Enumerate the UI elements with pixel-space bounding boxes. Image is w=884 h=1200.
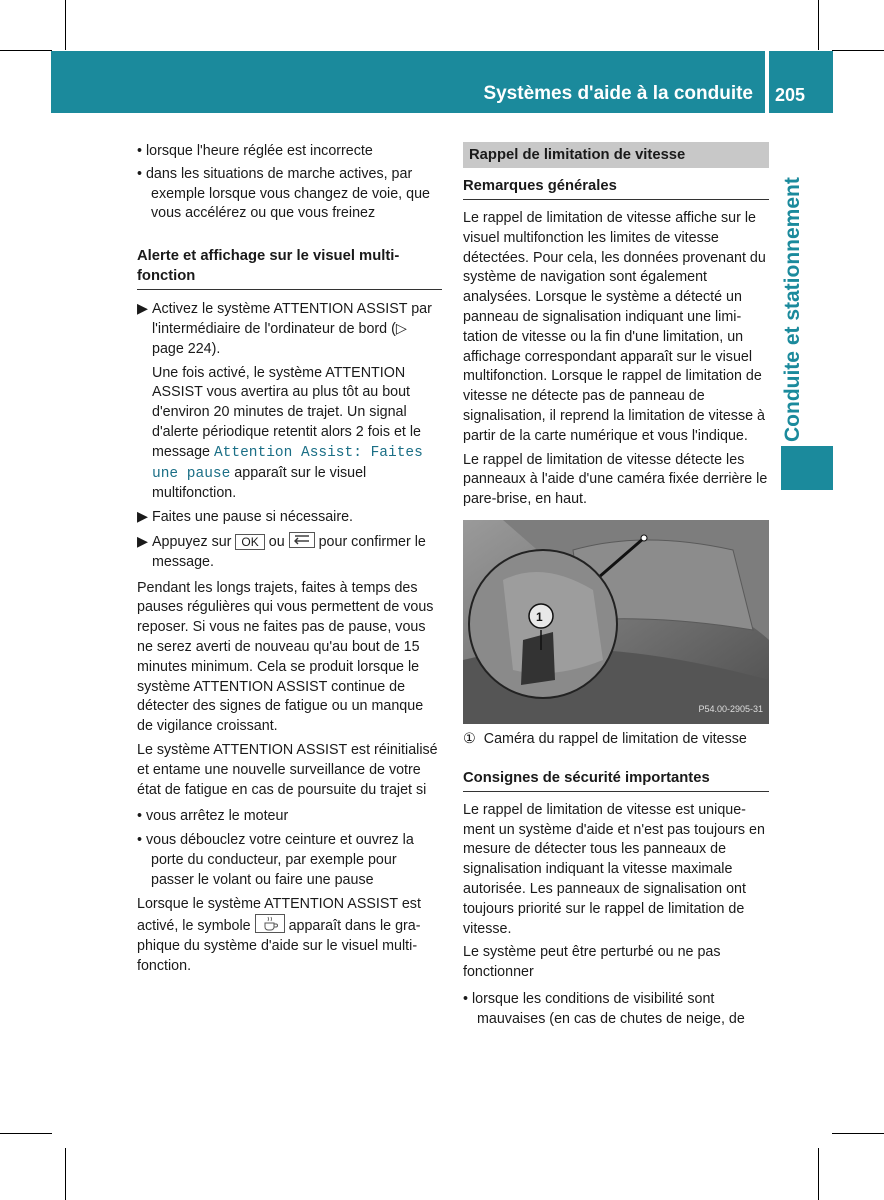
step-detail: Une fois activé, le système ATTENTION ASSIST vous avertira au plus tôt au bout d'environ 20 minutes de trajet. Un signal d'alerte périodique retentit alors 2 fois et le message Attention Assist: Faites une pause apparaît sur le visuel multifonction.	[152, 364, 423, 502]
instruction-step: ▶ Appuyez sur OK ou pour confirmer le message.	[137, 533, 426, 570]
ok-key: OK	[235, 534, 264, 550]
paragraph: Le rappel de limitation de vitesse détecte les panneaux à l'aide d'une caméra fixée derrière le pare-brise, en haut.	[463, 451, 768, 508]
crop-mark	[832, 1133, 884, 1134]
coffee-cup-icon	[255, 914, 285, 933]
instruction-step: ▶ Faites une pause si nécessaire.	[137, 509, 354, 526]
figure-caption: ① Caméra du rappel de limitation de vitesse	[463, 730, 747, 747]
crop-mark	[818, 0, 819, 50]
paragraph: Le système ATTENTION ASSIST est réinitialisé et entame une nouvelle surveillance de votre état de fatigue en cas de poursuite du trajet si	[137, 741, 438, 798]
page-number-box	[769, 51, 833, 113]
list-item: • dans les situations de marche actives, par exemple lorsque vous changez de voie, que vous accélérez ou que vous freinez	[137, 165, 430, 222]
crop-mark	[0, 50, 52, 51]
section-title: Rappel de limitation de vitesse	[463, 142, 769, 168]
left-column	[137, 142, 442, 977]
page-title: Systèmes d'aide à la conduite	[483, 83, 753, 104]
display-message: Attention Assist: Faites une pause	[152, 444, 423, 482]
instruction-step: ▶ Activez le système ATTENTION ASSIST par l'intermédiaire de l'ordinateur de bord (▷ page 224).	[137, 301, 432, 357]
subsection-heading: Consignes de sécurité importantes	[463, 768, 769, 792]
list-item: • lorsque les conditions de visibilité sont mauvaises (en cas de chutes de neige, de	[463, 990, 745, 1027]
subsection-heading: Remarques générales	[463, 176, 769, 200]
paragraph: Lorsque le système ATTENTION ASSIST est activé, le symbole apparaît dans le graphique du système d'aide sur le visuel multifonction.	[137, 895, 421, 974]
crop-mark	[65, 1148, 66, 1200]
crop-mark	[818, 1148, 819, 1200]
back-key-icon	[289, 532, 315, 548]
page-number: 205	[775, 85, 806, 105]
list-item: • vous arrêtez le moteur	[137, 808, 289, 825]
chapter-tab-marker	[781, 446, 833, 490]
right-column	[463, 142, 769, 1030]
figure-code: P54.00-2905-31	[698, 704, 763, 715]
paragraph: Le rappel de limitation de vitesse est uniquement un système d'aide et n'est pas toujours en mesure de détecter tous les panneaux de signalisation indiquant la vitesse maximale autorisée. Les panneaux de signalisation ont toujours priorité sur le rappel de limitation de vitesse.	[463, 801, 765, 937]
caption-number: ①	[463, 730, 476, 747]
list-item: • vous débouclez votre ceinture et ouvrez la porte du conducteur, par exemple pour passer le volant ou faire une pause	[137, 832, 414, 888]
header-bar	[51, 51, 765, 113]
paragraph: Le rappel de limitation de vitesse affiche sur le visuel multifonction les limites de vitesse détectées. Pour cela, les données provenant du système de navigation sont également analysées. Lorsque le système a détecté un panneau de signalisation indiquant une limitation de vitesse ou la fin d'une limitation, un affichage correspondant apparaît sur le visuel multifonction. Lorsque le rappel de limitation de vitesse ne détecte pas de panneau de signalisation, il reprend la limitation de vitesse à partir de la carte numérique et vous l'indique.	[463, 210, 766, 444]
paragraph: Le système peut être perturbé ou ne pas fonctionner	[463, 944, 721, 981]
chapter-tab-label: Conduite et stationnement	[781, 177, 804, 442]
camera-illustration	[463, 520, 769, 724]
list-item: • lorsque l'heure réglée est incorrecte	[137, 143, 373, 159]
crop-mark	[0, 1133, 52, 1134]
crop-mark	[65, 0, 66, 50]
paragraph: Pendant les longs trajets, faites à temps des pauses régulières qui vous permettent de vous reposer. Si vous ne faites pas de pause, vous ne serez averti de nouveau qu'au bout de 15 minutes minimum. Cela se produit lorsque le système ATTENTION ASSIST continue de détecter des signes de fatigue ou un manque de vigilance croissant.	[137, 579, 434, 735]
crop-mark	[832, 50, 884, 51]
section-heading: Alerte et affichage sur le visuel multifonction	[137, 246, 442, 290]
figure-callout: 1	[536, 609, 543, 624]
